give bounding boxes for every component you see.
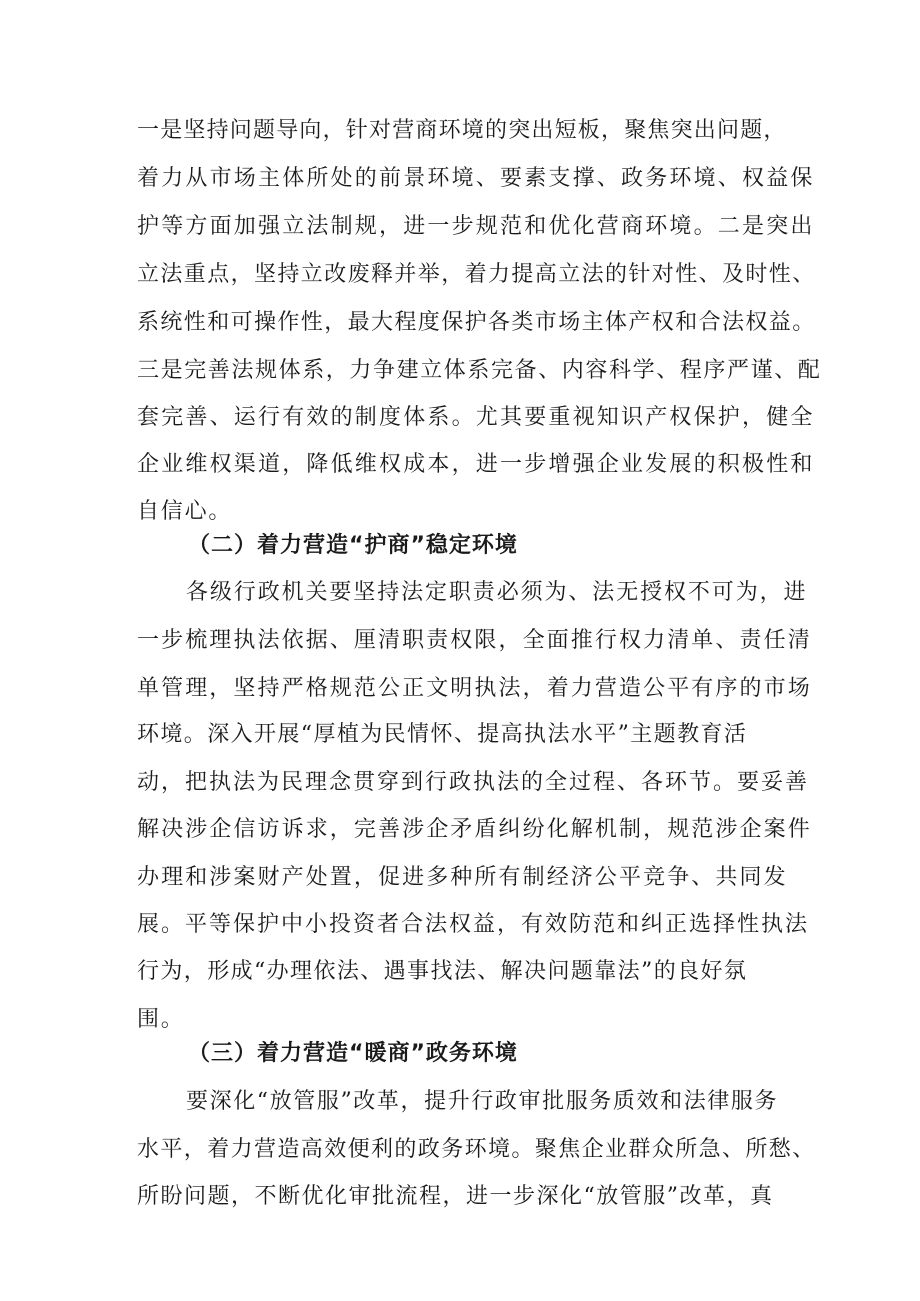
section-heading: （三）着力营造“暖商”政务环境 <box>188 1041 518 1066</box>
paragraph-line: 行为，形成“办理依法、遇事找法、解决问题靠法”的良好氛 <box>137 959 748 984</box>
paragraph-line: 所盼问题，不断优化审批流程，进一步深化“放管服”改革，真 <box>137 1184 774 1209</box>
paragraph-line: 水平，着力营造高效便利的政务环境。聚焦企业群众所急、所愁、 <box>137 1137 816 1162</box>
paragraph-line: 环境。深入开展“厚植为民情怀、提高执法水平”主题教育活 <box>137 722 748 747</box>
paragraph-line: 三是完善法规体系，力争建立体系完备、内容科学、程序严谨、配 <box>137 358 822 383</box>
paragraph-line: 系统性和可操作性，最大程度保护各类市场主体产权和合法权益。 <box>137 310 816 335</box>
paragraph-line: 单管理，坚持严格规范公正文明执法，着力营造公平有序的市场 <box>137 676 812 701</box>
paragraph-line: 套完善、运行有效的制度体系。尤其要重视知识产权保护，健全 <box>137 405 815 430</box>
paragraph-line: 要深化“放管服”改革，提升行政审批服务质效和法律服务 <box>186 1089 779 1114</box>
paragraph-line: 各级行政机关要坚持法定职责必须为、法无授权不可为，进 <box>186 580 808 605</box>
paragraph-line: 一是坚持问题导向，针对营商环境的突出短板，聚焦突出问题， <box>137 118 787 143</box>
paragraph-line: 立法重点，坚持立改废释并举，着力提高立法的针对性、及时性、 <box>137 262 816 287</box>
paragraph-line: 企业维权渠道，降低维权成本，进一步增强企业发展的积极性和 <box>137 452 815 477</box>
paragraph-line: 解决涉企信访诉求，完善涉企矛盾纠纷化解机制，规范涉企案件 <box>137 817 812 842</box>
paragraph-line: 动，把执法为民理念贯穿到行政执法的全过程、各环节。要妥善 <box>137 770 810 795</box>
paragraph-line: 办理和涉案财产处置，促进多种所有制经济公平竞争、共同发 <box>137 865 788 890</box>
paragraph-line: 围。 <box>137 1007 185 1032</box>
paragraph-line: 自信心。 <box>137 499 233 524</box>
paragraph-line: 着力从市场主体所处的前景环境、要素支撑、政务环境、权益保 <box>137 166 815 191</box>
section-heading: （二）着力营造“护商”稳定环境 <box>188 533 518 558</box>
paragraph-line: 一步梳理执法依据、厘清职责权限，全面推行权力清单、责任清 <box>137 628 812 653</box>
paragraph-line: 展。平等保护中小投资者合法权益，有效防范和纠正选择性执法 <box>137 912 810 937</box>
paragraph-line: 护等方面加强立法制规，进一步规范和优化营商环境。二是突出 <box>137 214 815 239</box>
